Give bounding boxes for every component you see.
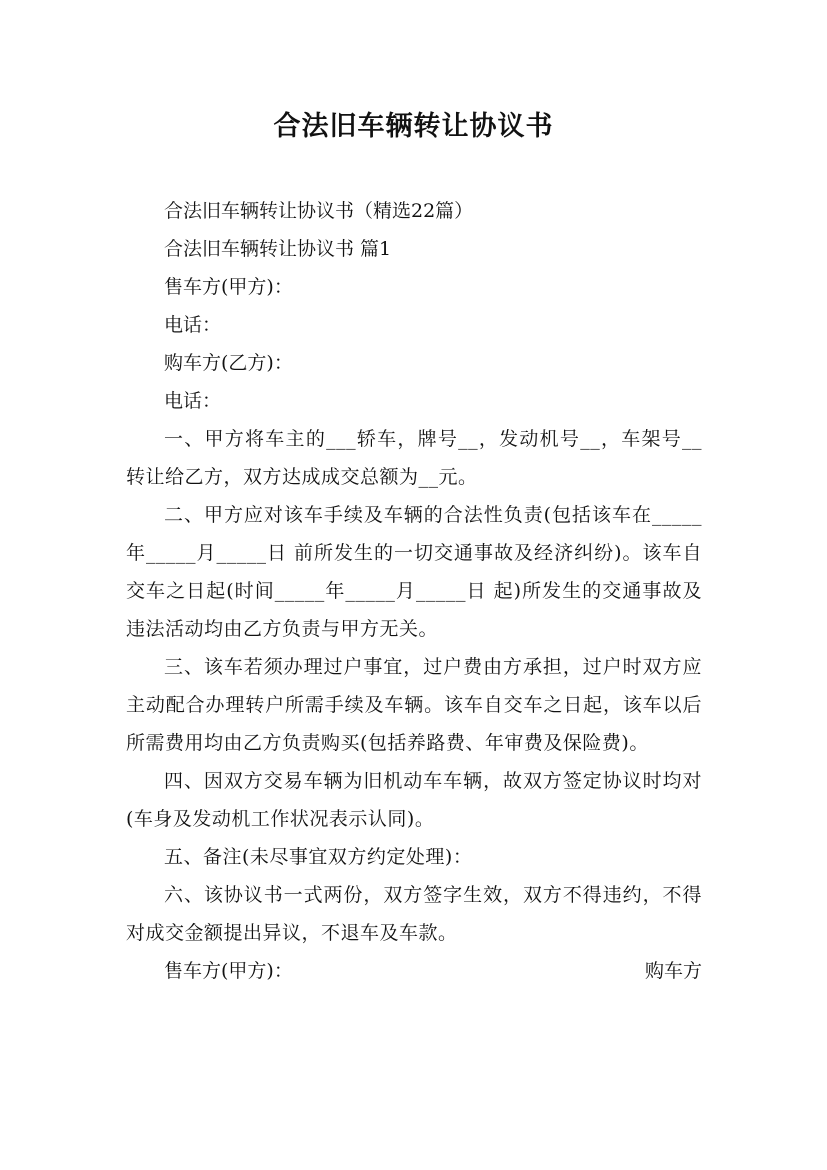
clause-6: 六、该协议书一式两份，双方签字生效，双方不得违约，不得对成交金额提出异议，不退车及车款。 [126,884,702,944]
clause-2: 二、甲方应对该车手续及车辆的合法性负责(包括该车在_____年_____月_____日 前所发生的一切交通事故及经济纠纷)。该车自交车之日起(时间_____年_____月_____日 起)所发生的交通事故及违法活动均由乙方负责与甲方无关。 [126,504,702,640]
document-title: 合法旧车辆转让协议书 [273,111,554,142]
signature-buyer: 购车方 [644,960,702,982]
seller-label: 售车方(甲方)： [164,276,293,298]
document-body [126,192,702,990]
buyer-label: 购车方(乙方)： [164,352,293,374]
signature-row [126,952,702,990]
document-subtitle: 合法旧车辆转让协议书（精选22篇） [164,200,474,222]
seller-phone-label: 电话： [164,314,222,336]
clause-5: 五、备注(未尽事宜双方约定处理)： [164,846,473,868]
section-heading: 合法旧车辆转让协议书 篇1 [164,238,392,260]
buyer-phone-label: 电话： [164,390,222,412]
clause-3: 三、该车若须办理过户事宜，过户费由方承担，过户时双方应主动配合办理转户所需手续及车辆。该车自交车之日起，该车以后所需费用均由乙方负责购买(包括养路费、年审费及保险费)。 [126,656,702,754]
clause-1: 一、甲方将车主的___轿车，牌号__，发动机号__，车架号__转让给乙方，双方达成成交总额为__元。 [126,428,702,488]
clause-4: 四、因双方交易车辆为旧机动车车辆，故双方签定协议时均对(车身及发动机工作状况表示认同)。 [126,770,702,830]
signature-seller: 售车方(甲方)： [164,960,293,982]
